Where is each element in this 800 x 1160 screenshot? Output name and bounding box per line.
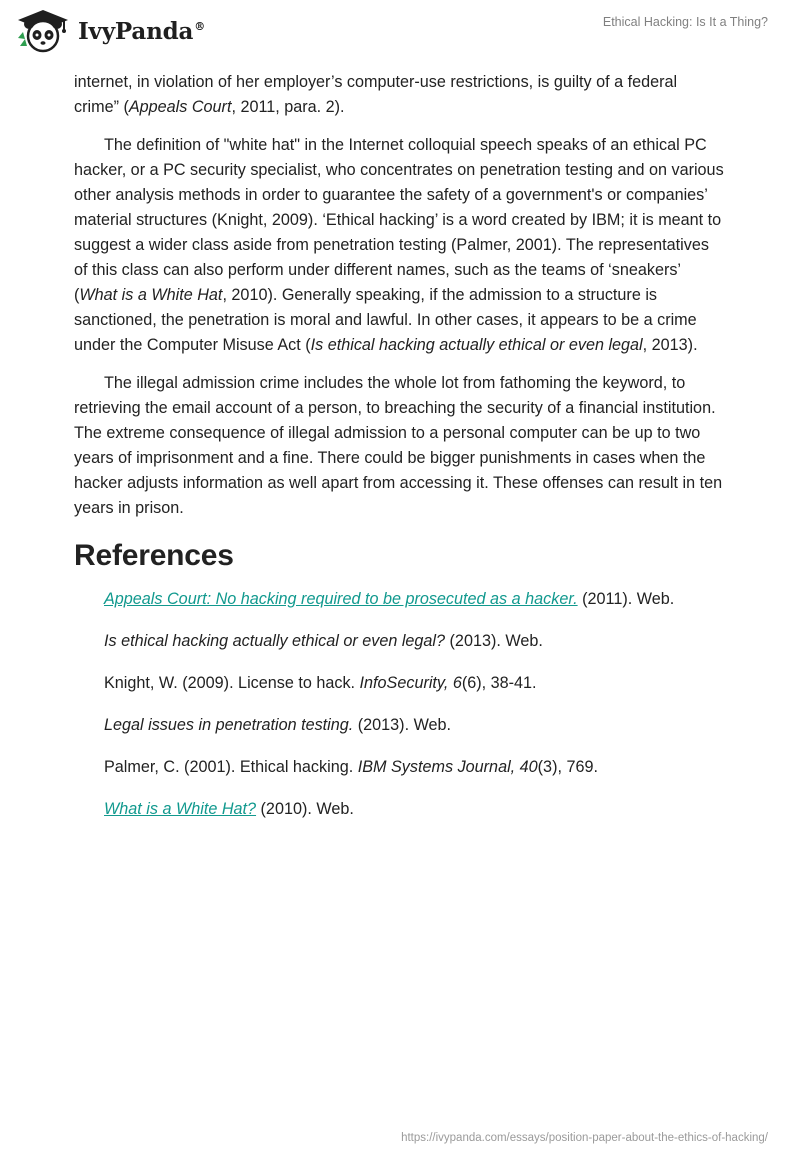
article-body (74, 70, 726, 839)
references-heading: References (74, 539, 234, 572)
document-title: Ethical Hacking: Is It a Thing? (602, 15, 768, 29)
reference-link-white-hat[interactable]: What is a White Hat? (104, 800, 257, 818)
page-header (0, 0, 800, 70)
paragraph-1: internet, in violation of her employer’s computer-use restrictions, is guilty of a federal crime” (Appeals Court, 2011, para. 2). (74, 73, 678, 116)
reference-item: Is ethical hacking actually ethical or even legal? (2013). Web. (104, 632, 543, 650)
reference-item: What is a White Hat? (2010). Web. (104, 800, 354, 818)
brand-logo[interactable] (14, 8, 205, 54)
brand-name: IvyPanda® (78, 17, 205, 45)
panda-graduate-icon (14, 8, 72, 54)
source-url[interactable]: https://ivypanda.com/essays/position-paper-about-the-ethics-of-hacking/ (401, 1132, 768, 1144)
reference-item: Appeals Court: No hacking required to be prosecuted as a hacker. (2011). Web. (104, 590, 675, 608)
reference-link-appeals-court[interactable]: Appeals Court: No hacking required to be prosecuted as a hacker. (104, 590, 578, 608)
paragraph-2: The definition of "white hat" in the Internet colloquial speech speaks of an ethical PC hacker, or a PC security specialist, who concentrates on penetration testing and on various other analysis methods in order to guarantee the safety of a government's or companies’ material structures (Knight, 2009). ‘Ethical hacking’ is a word created by IBM; it is meant to suggest a wider class aside from penetration testing (Palmer, 2001). The representatives of this class can also perform under different names, such as the teams of ‘sneakers’ (What is a White Hat, 2010). Generally speaking, if the admission to a structure is sanctioned, the penetration is moral and lawful. In other cases, it appears to be a crime under the Computer Misuse Act (Is ethical hacking actually ethical or even legal, 2013). (74, 136, 724, 354)
reference-item: Knight, W. (2009). License to hack. InfoSecurity, 6(6), 38-41. (104, 674, 537, 692)
reference-item: Legal issues in penetration testing. (2013). Web. (104, 716, 452, 734)
reference-item: Palmer, C. (2001). Ethical hacking. IBM Systems Journal, 40(3), 769. (104, 758, 598, 776)
references-list (74, 587, 726, 822)
paragraph-3: The illegal admission crime includes the whole lot from fathoming the keyword, to retrieving the email account of a person, to breaching the security of a financial institution. The extreme consequence of illegal admission to a personal computer can be up to two years of imprisonment and a fine. There could be bigger punishments in cases when the hacker adjusts information as well apart from accessing it. These offenses can result in ten years in prison. (74, 374, 723, 517)
